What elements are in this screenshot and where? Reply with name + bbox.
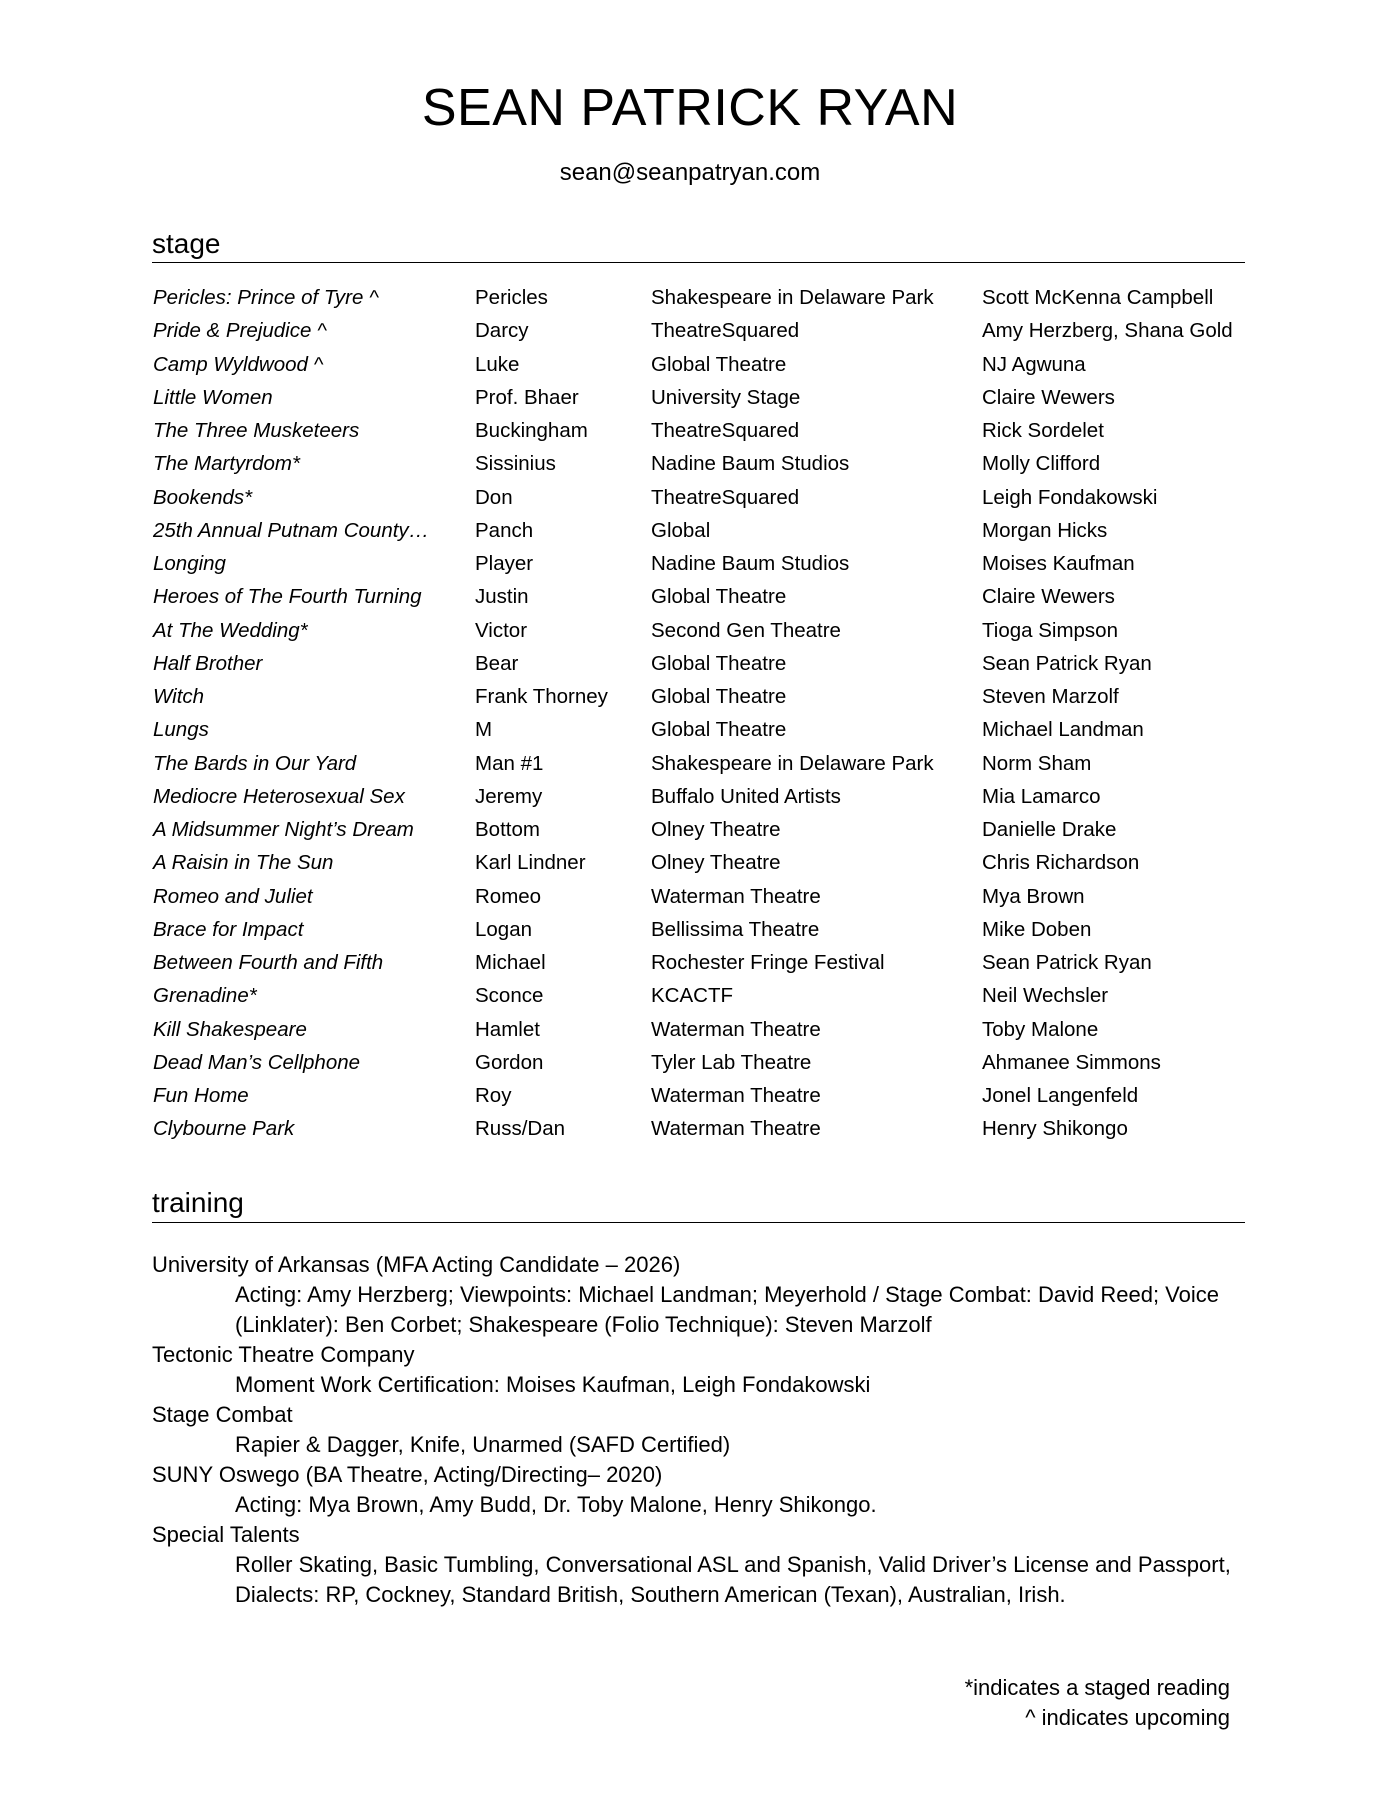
credit-director: Claire Wewers [982,585,1115,609]
credit-row [153,980,1273,1013]
credit-title: A Midsummer Night’s Dream [153,818,414,841]
credit-venue: Waterman Theatre [651,1017,821,1041]
credit-title: At The Wedding* [153,618,308,642]
credit-venue: Global Theatre [651,718,787,742]
credit-row [153,1113,1273,1146]
credit-role: Gordon [475,1050,544,1074]
credit-title: Between Fourth and Fifth [153,951,384,974]
stage-divider [152,262,1245,263]
credit-director: Henry Shikongo [982,1117,1128,1141]
credit-role: Don [475,485,513,509]
credit-venue: Second Gen Theatre [651,618,841,642]
training-entry [152,1460,1252,1520]
credit-title: Brace for Impact [153,917,304,941]
credit-title: The Three Musketeers [153,419,360,442]
credit-director: Norm Sham [982,751,1092,775]
credit-venue: Waterman Theatre [651,1117,821,1141]
credit-title: A Raisin in The Sun [153,851,334,875]
stage-credits-list [153,282,1273,1147]
credit-venue: Buffalo United Artists [651,784,841,808]
training-entry-detail: Rapier & Dagger, Knife, Unarmed (SAFD Certified) [235,1432,731,1457]
credit-venue: University Stage [651,385,801,409]
credit-role: Frank Thorney [475,685,608,708]
credit-role: Michael [475,951,546,974]
training-entry [152,1340,1252,1400]
credit-row [153,914,1273,947]
credit-director: NJ Agwuna [982,352,1086,376]
credit-role: Man #1 [475,751,544,775]
credit-title: Bookends* [153,485,253,509]
credit-director: Claire Wewers [982,385,1115,409]
credit-row [153,315,1273,348]
credit-role: M [475,718,493,742]
credit-title: Longing [153,552,226,575]
credit-title: Kill Shakespeare [153,1017,307,1041]
credit-venue: Waterman Theatre [651,1084,821,1107]
credit-role: Panch [475,518,534,542]
training-entry-detail: Roller Skating, Basic Tumbling, Conversational ASL and Spanish, Valid Driver’s License and Passport, Dialects: RP, Cockney, Standard British, Southern American (Texan), Australian, Irish. [235,1552,1231,1607]
credit-role: Bottom [475,818,540,841]
credit-venue: Waterman Theatre [651,884,821,908]
credit-venue: Global Theatre [651,352,787,376]
credit-row [153,781,1273,814]
stage-section-heading: stage [152,228,221,259]
credit-title: Lungs [153,718,209,742]
credit-row [153,448,1273,481]
credit-role: Bear [475,651,519,675]
credit-venue: Shakespeare in Delaware Park [651,751,934,775]
credit-title: Clybourne Park [153,1117,295,1141]
credit-row [153,482,1273,515]
credit-director: Sean Patrick Ryan [982,651,1152,675]
credit-row [153,847,1273,880]
credit-director: Steven Marzolf [982,685,1119,708]
credit-director: Jonel Langenfeld [982,1084,1139,1107]
credit-title: Romeo and Juliet [153,884,313,908]
training-list [152,1250,1252,1610]
credit-role: Player [475,552,534,575]
credit-role: Victor [475,618,528,642]
credit-director: Danielle Drake [982,818,1117,841]
credit-venue: KCACTF [651,984,733,1008]
credit-row [153,282,1273,315]
credit-title: Dead Man’s Cellphone [153,1050,361,1074]
credit-row [153,1047,1273,1080]
credit-row [153,581,1273,614]
training-entry-title: University of Arkansas (MFA Acting Candidate – 2026) [152,1252,681,1277]
credit-director: Sean Patrick Ryan [982,951,1152,974]
credit-title: Little Women [153,385,273,409]
credit-row [153,548,1273,581]
credit-title: Mediocre Heterosexual Sex [153,784,405,808]
training-entry [152,1400,1252,1460]
credit-director: Chris Richardson [982,851,1140,875]
credit-venue: TheatreSquared [651,419,800,442]
credit-venue: TheatreSquared [651,319,800,343]
credit-row [153,648,1273,681]
training-entry-detail: Acting: Amy Herzberg; Viewpoints: Michael Landman; Meyerhold / Stage Combat: David Reed; Voice (Linklater): Ben Corbet; Shakespeare (Folio Technique): Steven Marzolf [235,1282,1219,1337]
credit-row [153,748,1273,781]
credit-title: Pride & Prejudice ^ [153,319,327,343]
credit-venue: TheatreSquared [651,485,800,509]
credit-director: Molly Clifford [982,452,1101,476]
credit-title: The Bards in Our Yard [153,751,357,775]
credit-director: Mike Doben [982,917,1092,941]
training-entry-title: Stage Combat [152,1402,293,1427]
staged-reading-note: *indicates a staged reading [964,1675,1230,1700]
credit-director: Ahmanee Simmons [982,1050,1161,1074]
credit-venue: Bellissima Theatre [651,917,820,941]
credit-row [153,681,1273,714]
credit-row [153,349,1273,382]
training-divider [152,1222,1245,1223]
credit-title: 25th Annual Putnam County… [153,518,430,542]
credit-row [153,615,1273,648]
credit-title: Half Brother [153,651,263,675]
credit-row [153,1080,1273,1113]
credit-venue: Olney Theatre [651,818,781,841]
credit-role: Roy [475,1084,512,1107]
credit-role: Hamlet [475,1017,540,1041]
training-entry [152,1250,1252,1340]
credit-role: Darcy [475,319,529,343]
credit-row [153,415,1273,448]
credit-role: Justin [475,585,529,609]
credit-role: Romeo [475,884,542,908]
credit-row [153,515,1273,548]
credit-venue: Nadine Baum Studios [651,452,850,476]
credit-director: Tioga Simpson [982,618,1118,642]
credit-venue: Global [651,518,711,542]
credit-director: Michael Landman [982,718,1144,742]
actor-name: SEAN PATRICK RYAN [421,79,959,137]
contact-email[interactable]: sean@seanpatryan.com [559,159,821,186]
credit-role: Logan [475,917,533,941]
credit-role: Pericles [475,286,548,309]
credit-venue: Olney Theatre [651,851,781,875]
credit-venue: Shakespeare in Delaware Park [651,286,934,309]
credit-director: Amy Herzberg, Shana Gold [982,319,1233,343]
credit-venue: Rochester Fringe Festival [651,951,885,974]
credit-title: Heroes of The Fourth Turning [153,585,422,609]
credit-role: Buckingham [475,419,588,442]
legend-notes [965,1673,1230,1733]
credit-title: Fun Home [153,1084,249,1107]
credit-row [153,714,1273,747]
credit-director: Scott McKenna Campbell [982,286,1214,309]
credit-director: Mia Lamarco [982,784,1101,808]
credit-director: Rick Sordelet [982,419,1104,442]
credit-director: Morgan Hicks [982,518,1108,542]
credit-venue: Global Theatre [651,651,787,675]
credit-title: Camp Wyldwood ^ [153,352,324,376]
credit-title: Witch [153,685,205,708]
credit-venue: Global Theatre [651,585,787,609]
credit-row [153,881,1273,914]
credit-row [153,1014,1273,1047]
credit-venue: Tyler Lab Theatre [651,1050,812,1074]
training-entry-title: Tectonic Theatre Company [152,1342,415,1367]
credit-role: Sissinius [475,452,556,476]
credit-row [153,814,1273,847]
training-section-heading: training [152,1187,244,1218]
upcoming-note: ^ indicates upcoming [1025,1705,1230,1730]
credit-role: Jeremy [475,784,543,808]
training-entry-title: SUNY Oswego (BA Theatre, Acting/Directing– 2020) [152,1462,663,1487]
training-entry-detail: Acting: Mya Brown, Amy Budd, Dr. Toby Malone, Henry Shikongo. [235,1492,877,1517]
credit-director: Moises Kaufman [982,552,1135,575]
credit-role: Luke [475,352,520,376]
credit-director: Neil Wechsler [982,984,1109,1008]
credit-row [153,947,1273,980]
credit-venue: Nadine Baum Studios [651,552,850,575]
credit-role: Sconce [475,984,544,1008]
training-entry [152,1520,1252,1610]
credit-role: Prof. Bhaer [475,385,579,409]
credit-director: Leigh Fondakowski [982,485,1158,509]
credit-role: Russ/Dan [475,1117,566,1141]
credit-director: Toby Malone [982,1017,1099,1041]
credit-title: Grenadine* [153,984,257,1008]
training-entry-detail: Moment Work Certification: Moises Kaufman, Leigh Fondakowski [235,1372,871,1397]
credit-title: Pericles: Prince of Tyre ^ [153,286,379,309]
credit-title: The Martyrdom* [153,452,300,476]
credit-row [153,382,1273,415]
training-entry-title: Special Talents [152,1522,300,1547]
credit-venue: Global Theatre [651,685,787,708]
credit-role: Karl Lindner [475,851,586,875]
credit-director: Mya Brown [982,884,1085,908]
